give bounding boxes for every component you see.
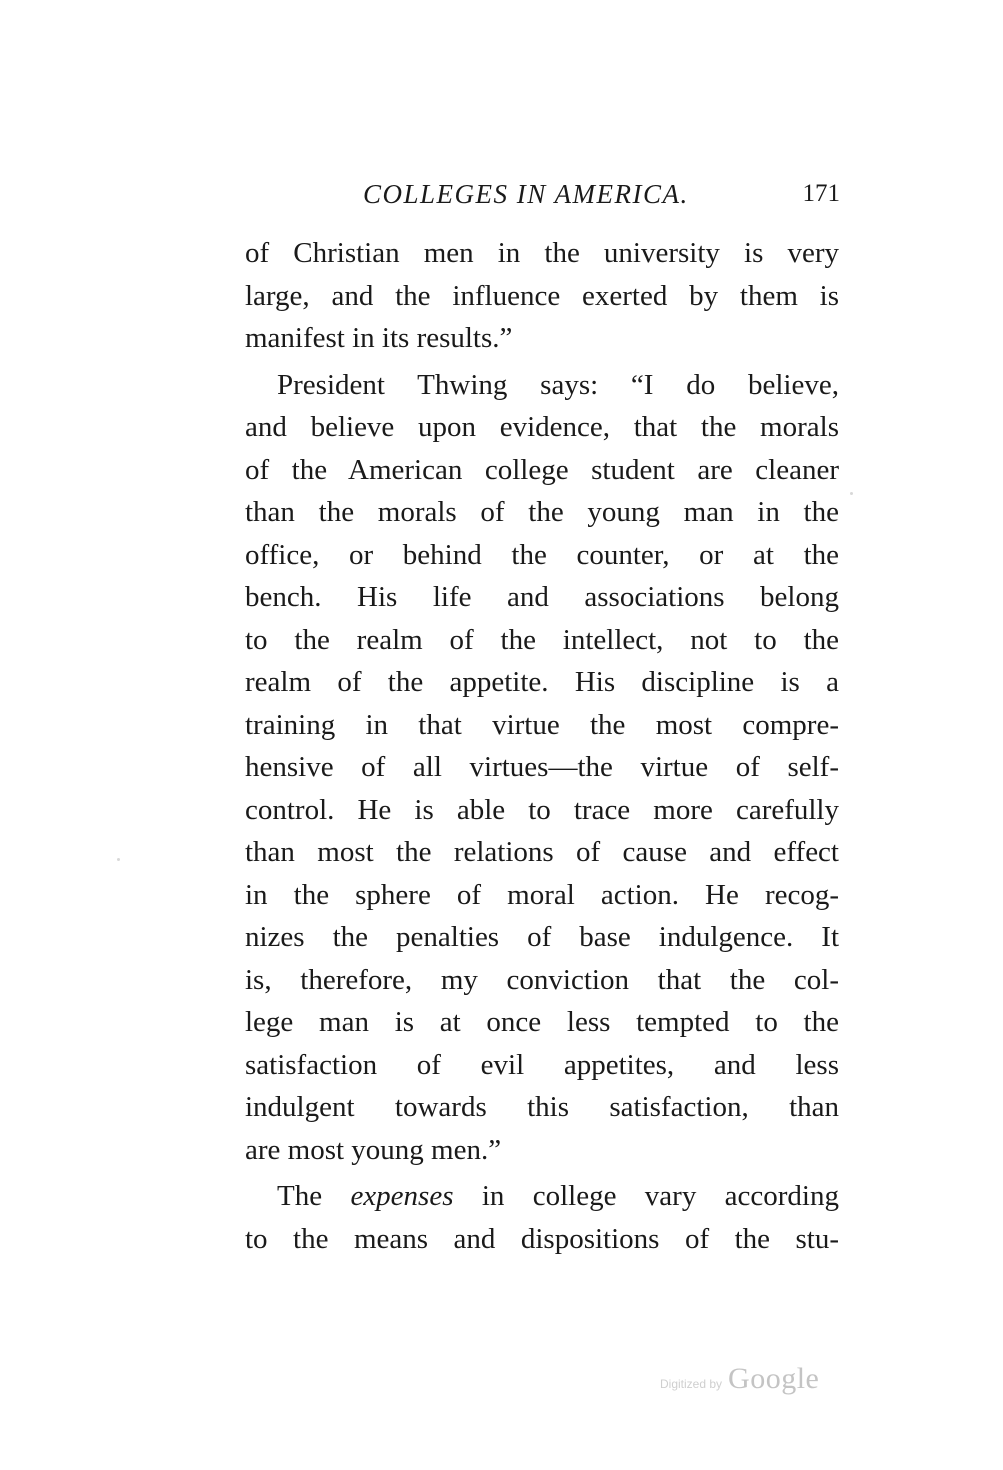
text-line: of Christian men in the university is very xyxy=(245,237,839,269)
page-number: 171 xyxy=(802,180,840,207)
text-line: manifest in its results.” xyxy=(245,322,513,354)
text-line: than the morals of the young man in the xyxy=(245,496,839,528)
text-line: lege man is at once less tempted to the xyxy=(245,1006,839,1038)
paragraph-first-line xyxy=(245,1175,839,1218)
paragraph-first-line: President Thwing says: “I do believe, xyxy=(277,368,839,401)
text-line: indulgent towards this satisfaction, than xyxy=(245,1091,839,1123)
watermark-prefix: Digitized by xyxy=(660,1377,723,1391)
text-line: is, therefore, my conviction that the col- xyxy=(245,963,839,996)
text-line: nizes the penalties of base indulgence. It xyxy=(245,921,839,953)
google-logo: Google xyxy=(728,1362,820,1395)
running-title: COLLEGES IN AMERICA. xyxy=(363,179,689,209)
text-run: The xyxy=(277,1180,351,1212)
text-line: control. He is able to trace more carefully xyxy=(245,793,839,826)
speck-mark xyxy=(850,492,853,495)
text-line: hensive of all virtues—the virtue of self- xyxy=(245,751,839,783)
body-text xyxy=(245,232,839,1260)
text-line: and believe upon evidence, that the morals xyxy=(245,411,839,443)
text-line: bench. His life and associations belong xyxy=(245,581,839,613)
running-head xyxy=(335,177,840,211)
text-line: to the means and dispositions of the stu- xyxy=(245,1222,839,1255)
text-line: to the realm of the intellect, not to the xyxy=(245,623,839,656)
text-run: in college vary according xyxy=(453,1180,839,1212)
text-line: office, or behind the counter, or at the xyxy=(245,538,839,571)
digitization-watermark xyxy=(660,1362,819,1402)
text-line: in the sphere of moral action. He recog- xyxy=(245,878,839,911)
text-line: than most the relations of cause and effect xyxy=(245,836,839,868)
text-line: satisfaction of evil appetites, and less xyxy=(245,1048,839,1081)
text-line: are most young men.” xyxy=(245,1133,502,1166)
text-line: realm of the appetite. His discipline is a xyxy=(245,666,839,698)
text-line: training in that virtue the most compre- xyxy=(245,708,839,741)
text-line: large, and the influence exerted by them is xyxy=(245,279,839,312)
text-line: of the American college student are cleaner xyxy=(245,453,839,486)
speck-mark xyxy=(117,858,120,861)
italic-term: expenses xyxy=(350,1180,454,1212)
